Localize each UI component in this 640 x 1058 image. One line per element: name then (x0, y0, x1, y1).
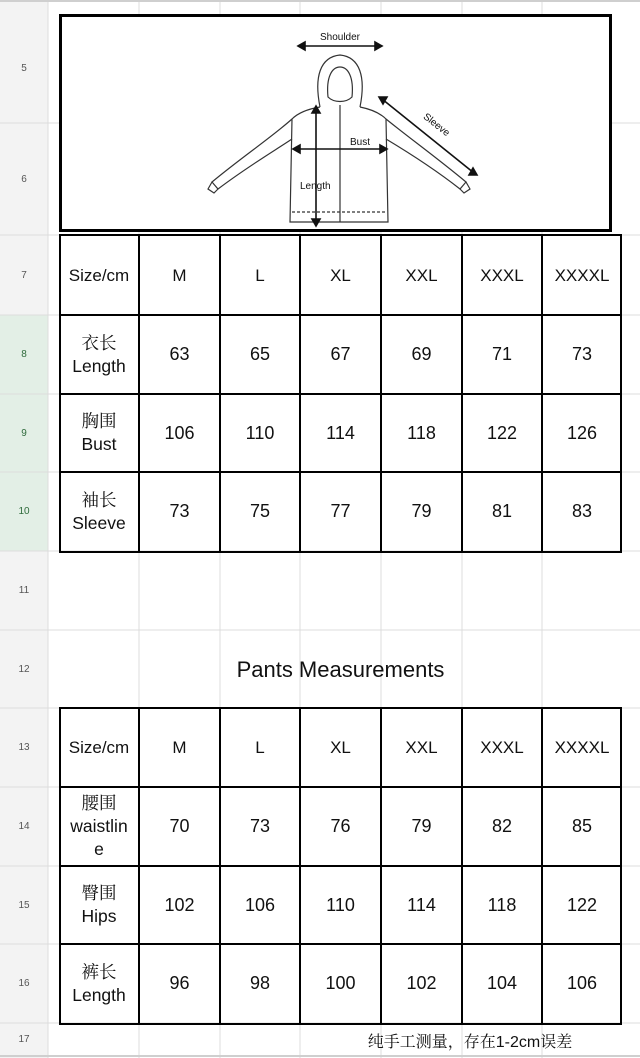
pants-header-l[interactable]: L (255, 738, 265, 757)
row-header-16[interactable]: 16 (18, 978, 30, 989)
row-header-12[interactable]: 12 (18, 663, 30, 675)
table-cell[interactable]: 77 (330, 501, 351, 521)
row-header-11[interactable]: 11 (18, 585, 30, 596)
row-header-13[interactable]: 13 (18, 742, 30, 753)
label-en: Hips (81, 906, 117, 926)
pants-header-xxxl[interactable]: XXXL (480, 738, 524, 757)
label-cn: 袖长 (81, 489, 117, 510)
table-cell[interactable]: 118 (487, 894, 517, 915)
table-cell[interactable]: 96 (169, 973, 190, 993)
table-cell[interactable]: 106 (244, 894, 276, 915)
table-cell[interactable]: 122 (486, 422, 518, 443)
row-header-10[interactable]: 10 (18, 506, 30, 517)
jacket-size-diagram[interactable] (59, 14, 612, 232)
measurement-note[interactable]: 纯手工测量，存在1-2cm误差 (367, 1033, 573, 1051)
table-cell[interactable]: 114 (326, 422, 355, 443)
label-cn: 臀围 (81, 883, 117, 903)
pants-header-xxxxl[interactable]: XXXXL (554, 738, 610, 757)
table-cell[interactable]: 110 (245, 422, 275, 443)
hoodie-illustration (62, 17, 609, 229)
shoulder-label: Shoulder (319, 32, 361, 43)
jacket-header-xxxl[interactable]: XXXL (480, 265, 524, 285)
table-cell[interactable]: 79 (411, 816, 432, 836)
row-header-8[interactable]: 8 (21, 349, 27, 360)
row-header-7[interactable]: 7 (21, 269, 27, 281)
pants-header-m[interactable]: M (172, 738, 187, 757)
table-cell[interactable]: 63 (169, 344, 190, 364)
label-en: Length (72, 984, 126, 1005)
jacket-header-m[interactable]: M (172, 265, 187, 285)
label-en: Bust (81, 434, 117, 454)
pants-row-label-waistline[interactable] (59, 787, 139, 866)
jacket-header-l[interactable]: L (255, 265, 265, 285)
table-cell[interactable]: 110 (326, 894, 355, 915)
table-cell[interactable]: 79 (411, 501, 432, 521)
jacket-row-label-sleeve[interactable] (59, 472, 139, 551)
bust-label: Bust (349, 137, 371, 148)
label-en: Sleeve (72, 512, 126, 533)
table-cell[interactable]: 98 (249, 973, 271, 993)
table-cell[interactable]: 73 (169, 501, 190, 521)
table-cell[interactable]: 104 (486, 973, 518, 993)
label-en: Length (72, 355, 126, 376)
table-cell[interactable]: 122 (566, 894, 598, 915)
pants-header-xxl[interactable]: XXL (405, 738, 438, 757)
row-header-9[interactable]: 9 (21, 427, 27, 439)
table-cell[interactable]: 106 (566, 973, 598, 993)
pants-measurements-title[interactable]: Pants Measurements (236, 657, 445, 682)
jacket-header-size[interactable]: Size/cm (68, 265, 130, 285)
pants-row-label-hips[interactable] (59, 866, 139, 944)
sleeve-label: Sleeve (420, 111, 452, 139)
table-cell[interactable]: 67 (330, 344, 351, 364)
table-cell[interactable]: 82 (491, 816, 513, 836)
jacket-header-xxl[interactable]: XXL (405, 265, 438, 285)
table-cell[interactable]: 126 (566, 422, 598, 443)
pants-header-size[interactable]: Size/cm (68, 738, 130, 757)
row-header-14[interactable]: 14 (18, 821, 30, 832)
table-cell[interactable]: 118 (407, 422, 436, 443)
jacket-header-xxxxl[interactable]: XXXXL (554, 265, 610, 285)
length-label: Length (300, 181, 331, 192)
table-cell[interactable]: 65 (249, 344, 271, 364)
row-header-6[interactable]: 6 (21, 173, 27, 185)
table-cell[interactable]: 70 (169, 816, 190, 836)
label-cn: 衣长 (81, 332, 117, 353)
jacket-row-label-bust[interactable] (59, 394, 139, 472)
label-cn: 胸围 (81, 411, 117, 431)
table-cell[interactable]: 81 (491, 501, 513, 521)
label-en-wrap: e (94, 839, 104, 859)
table-cell[interactable]: 73 (249, 816, 271, 836)
jacket-row-label-length[interactable] (59, 315, 139, 394)
table-cell[interactable]: 73 (571, 344, 593, 364)
table-cell[interactable]: 102 (164, 894, 195, 915)
table-cell[interactable]: 76 (330, 816, 351, 836)
label-cn: 腰围 (81, 793, 117, 813)
pants-header-xl[interactable]: XL (330, 738, 351, 757)
row-header-17[interactable]: 17 (18, 1034, 30, 1045)
row-header-5[interactable]: 5 (21, 63, 27, 74)
table-cell[interactable]: 85 (571, 816, 593, 836)
label-en: waistlin (70, 816, 128, 836)
pants-row-label-length[interactable] (59, 944, 139, 1023)
table-cell[interactable]: 114 (407, 894, 436, 915)
jacket-header-xl[interactable]: XL (330, 265, 351, 285)
table-cell[interactable]: 83 (571, 501, 593, 521)
table-cell[interactable]: 100 (325, 973, 356, 993)
label-cn: 裤长 (81, 961, 117, 982)
table-cell[interactable]: 75 (249, 501, 271, 521)
table-cell[interactable]: 69 (411, 344, 432, 364)
table-cell[interactable]: 71 (491, 344, 513, 364)
row-header-15[interactable]: 15 (18, 899, 30, 911)
table-cell[interactable]: 106 (164, 422, 195, 443)
table-cell[interactable]: 102 (406, 973, 437, 993)
